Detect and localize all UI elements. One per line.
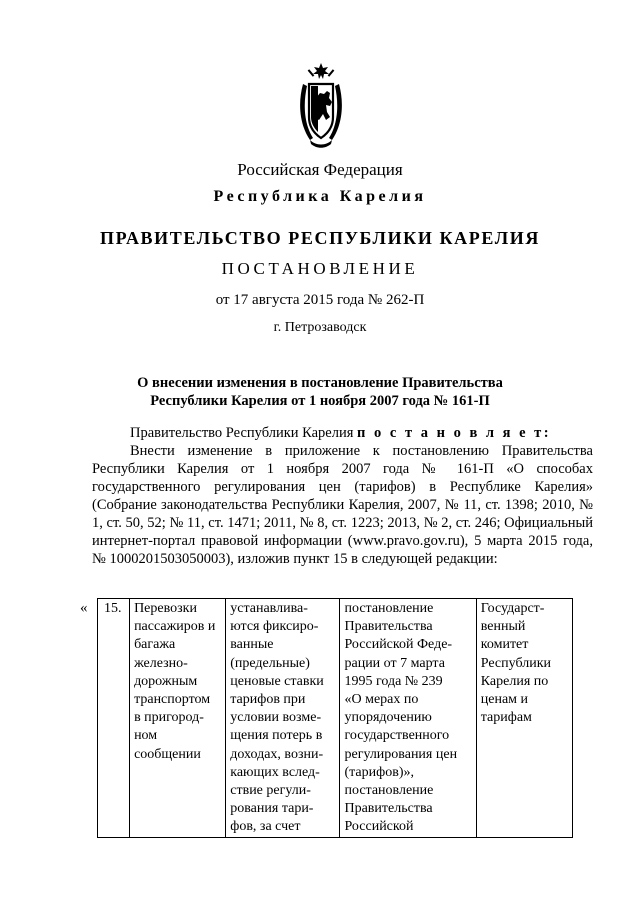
cell-line: Правительства <box>344 619 433 635</box>
cell-line: комитет <box>480 637 529 653</box>
cell-line: дорожным <box>134 673 198 689</box>
country-name: Российская Федерация <box>237 160 403 179</box>
intro-prefix: Правительство Республики Карелия <box>130 425 358 441</box>
cell-line: Правительства <box>344 801 433 817</box>
authority-cell <box>476 599 572 838</box>
method-cell <box>226 599 340 838</box>
cell-line: рации от 7 марта <box>344 655 445 671</box>
karelia-coat-of-arms-emblem <box>296 62 346 150</box>
cell-line: Российской Феде- <box>344 637 453 653</box>
subject-line-1: О внесении изменения в постановление Правительства <box>137 375 503 391</box>
document-city: г. Петрозаводск <box>273 320 367 335</box>
subject-line-2: Республики Карелия от 1 ноября 2007 года № 161-П <box>150 393 490 409</box>
tariff-regulation-table <box>97 598 573 838</box>
cell-line: Перевозки <box>134 601 197 616</box>
document-subject <box>0 374 640 410</box>
cell-line: ствие регули- <box>230 783 311 799</box>
cell-line: государственного <box>344 728 450 744</box>
cell-line: ванные <box>230 637 274 653</box>
cell-line: ценовые ставки <box>230 673 324 689</box>
intro-decree-word: п о с т а н о в л я е т: <box>357 425 552 441</box>
cell-line: Государст- <box>480 601 545 616</box>
row-number-cell: 15. <box>98 599 130 838</box>
cell-line: ценам и <box>480 692 529 708</box>
table-row <box>98 599 573 838</box>
cell-line: тарифов при <box>230 692 306 708</box>
cell-line: Республики <box>480 655 551 671</box>
government-title: ПРАВИТЕЛЬСТВО РЕСПУБЛИКИ КАРЕЛИЯ <box>100 228 540 248</box>
cell-line: (тарифов)», <box>344 764 414 780</box>
cell-line: устанавлива- <box>230 601 308 616</box>
service-cell <box>130 599 226 838</box>
cell-line: рования тари- <box>230 801 314 817</box>
cell-line: 1995 года № 239 <box>344 673 443 689</box>
cell-line: упорядочению <box>344 710 432 726</box>
republic-name: Республика Карелия <box>213 188 427 205</box>
document-type: ПОСТАНОВЛЕНИЕ <box>221 259 419 278</box>
main-paragraph: Внести изменение в приложение к постановлению Правительства Республики Карелия от 1 ноября 2007 года № 161-П «О способах государственного регулирования цен (тарифов) в Республике Карелия» (Собрание законодательства Республики Карелия, 2007, № 11, ст. 1398; 2010, № 1, ст. 50, 52; № 11, ст. 1471; 2011, № 8, ст. 1223; 2013, № 2, ст. 246; Официальный интернет-портал правовой информации (www.pravo.gov.ru), 5 марта 2015 года, № 1000201503050003), изложив пункт 15 в следующей редакции: <box>92 443 593 567</box>
cell-line: Российской <box>344 819 414 835</box>
cell-line: ются фиксиро- <box>230 619 319 635</box>
cell-line: фов, за счет <box>230 819 301 835</box>
legal-basis-cell <box>340 599 476 838</box>
cell-line: доходах, возни- <box>230 746 324 762</box>
document-date-number: от 17 августа 2015 года № 262-П <box>215 292 425 308</box>
cell-line: (предельные) <box>230 655 310 671</box>
cell-line: транспортом <box>134 692 211 708</box>
table-open-quote: « <box>80 600 88 616</box>
cell-line: ном <box>134 728 158 744</box>
cell-line: условии возме- <box>230 710 322 726</box>
cell-line: Карелия по <box>480 673 549 689</box>
cell-line: «О мерах по <box>344 692 419 708</box>
cell-line: железно- <box>134 655 188 671</box>
cell-line: венный <box>480 619 526 635</box>
cell-line: багажа <box>134 637 176 653</box>
cell-line: тарифам <box>480 710 532 726</box>
intro-paragraph <box>92 424 593 442</box>
cell-line: щения потерь в <box>230 728 323 744</box>
cell-line: постановление <box>344 601 434 616</box>
cell-line: в пригород- <box>134 710 204 726</box>
cell-line: регулирования цен <box>344 746 458 762</box>
cell-line: пассажиров и <box>134 619 216 635</box>
cell-line: сообщении <box>134 746 201 762</box>
cell-line: кающих вслед- <box>230 764 320 780</box>
cell-line: постановление <box>344 783 434 799</box>
